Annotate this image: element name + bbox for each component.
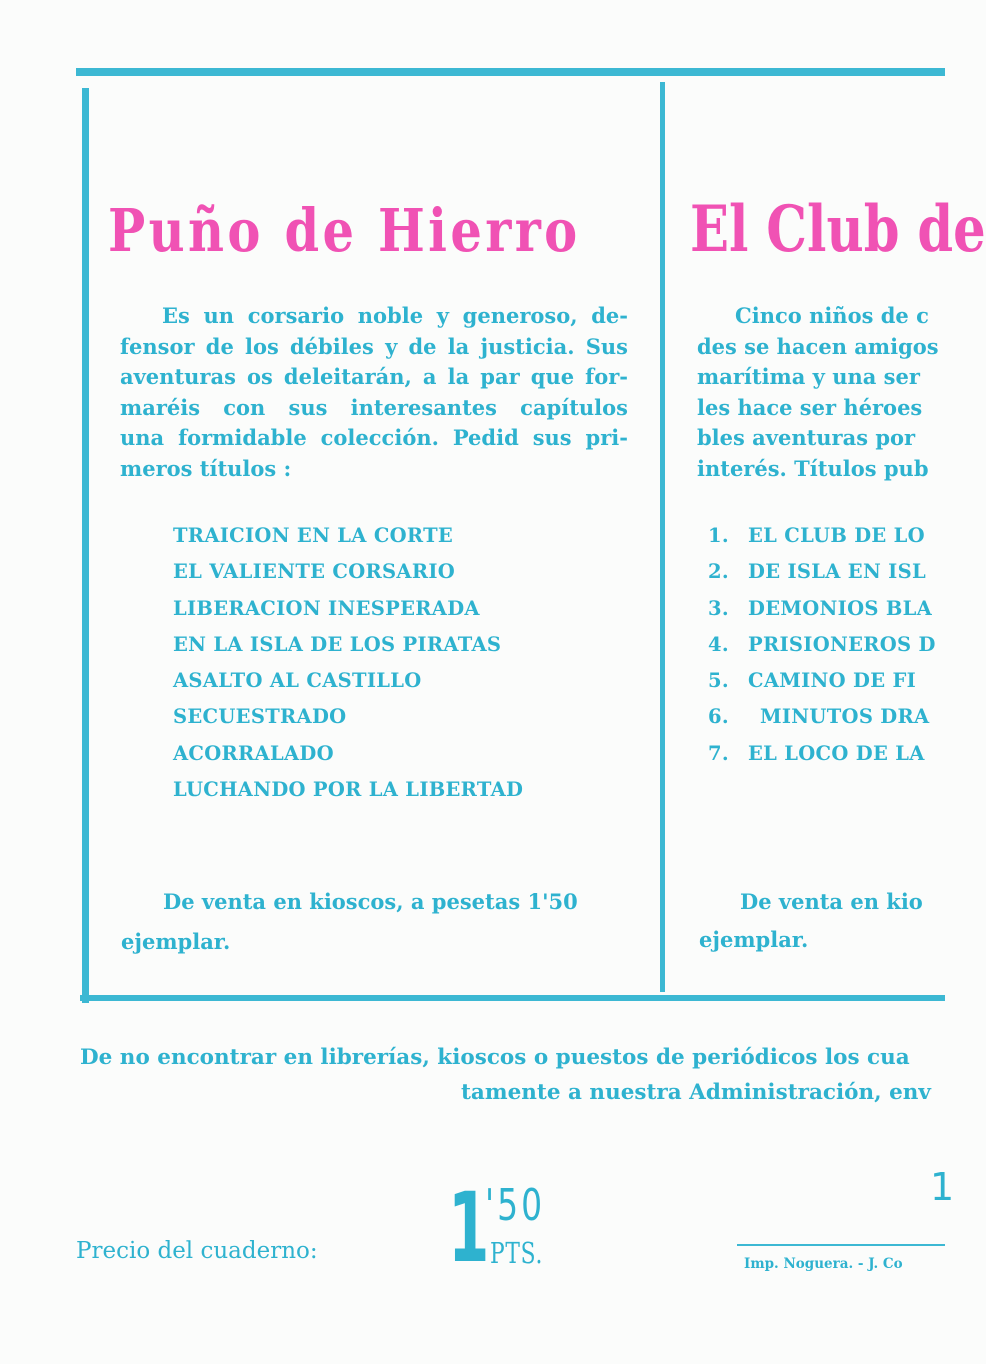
list-item: LUCHANDO POR LA LIBERTAD: [173, 778, 524, 802]
left-title-list: [173, 524, 523, 814]
right-panel-title: El Club de: [690, 192, 986, 267]
price-cents: '50: [485, 1180, 546, 1231]
list-item: [708, 633, 936, 669]
list-text: PRISIONEROS D: [748, 632, 936, 656]
list-item: [708, 560, 936, 596]
description-line: interés. Títulos pub: [697, 455, 929, 481]
price-integer: 1: [448, 1172, 490, 1284]
list-item: [708, 742, 936, 778]
description-line: aventuras os deleitarán, a la par que for-: [120, 364, 628, 389]
list-item: [708, 597, 936, 633]
list-text: DE ISLA EN ISL: [748, 560, 926, 584]
frame-divider: [660, 82, 665, 992]
footer-notice-line1: De no encontrar en librerías, kioscos o puestos de periódicos los cua: [80, 1045, 910, 1070]
list-text: DEMONIOS BLA: [748, 596, 933, 620]
list-number: 4.: [708, 632, 729, 656]
right-sale-line1: De venta en kio: [740, 889, 923, 914]
list-item: [708, 669, 936, 705]
description-line: Cinco niños de c: [735, 303, 929, 328]
list-item: [708, 705, 936, 741]
footer-notice-line2: tamente a nuestra Administración, env: [461, 1080, 931, 1105]
right-title-list: [708, 524, 936, 778]
description-line: Es un corsario noble y generoso, de-: [162, 303, 628, 328]
description-line: marítima y una ser: [697, 364, 920, 389]
left-sale-line1: De venta en kioscos, a pesetas 1'50: [163, 889, 578, 914]
list-item: ASALTO AL CASTILLO: [173, 669, 422, 693]
list-item: ACORRALADO: [173, 741, 334, 765]
list-number: 7.: [708, 741, 729, 765]
right-panel-description: [697, 301, 957, 484]
list-text: EL CLUB DE LO: [748, 524, 925, 547]
list-number: 5.: [708, 669, 729, 693]
description-line: bles aventuras por: [697, 425, 916, 450]
right-footer-number: 1: [930, 1165, 955, 1209]
list-text: EL LOCO DE LA: [748, 741, 925, 765]
list-item: SECUESTRADO: [173, 705, 347, 729]
list-item: EL VALIENTE CORSARIO: [173, 560, 456, 584]
list-number: 3.: [708, 596, 729, 620]
list-number: 1.: [708, 524, 729, 547]
description-line: meros títulos :: [120, 455, 292, 481]
frame-bottom-border: [80, 995, 945, 1001]
right-sale-line2: ejemplar.: [699, 927, 809, 952]
price-unit: PTS.: [490, 1236, 544, 1270]
left-panel-description: [120, 301, 628, 484]
list-text: MINUTOS DRA: [760, 705, 930, 729]
left-sale-line2: ejemplar.: [121, 929, 231, 954]
list-item: LIBERACION INESPERADA: [173, 596, 480, 620]
list-number: 2.: [708, 560, 729, 584]
description-line: una formidable colección. Pedid sus pri-: [120, 425, 628, 450]
frame-top-border: [76, 68, 945, 76]
list-number: 6.: [708, 705, 729, 729]
price-label: Precio del cuaderno:: [76, 1238, 318, 1264]
imprint-text: Imp. Noguera. - J. Co: [744, 1256, 903, 1272]
description-line: les hace ser héroes: [697, 394, 923, 420]
list-text: CAMINO DE FI: [748, 669, 917, 693]
description-line: fensor de los débiles y de la justicia. Sus: [120, 333, 628, 359]
description-line: maréis con sus interesantes capítulos: [120, 394, 628, 420]
list-item: TRAICION EN LA CORTE: [173, 524, 454, 547]
description-line: des se hacen amigos: [697, 333, 939, 359]
frame-left-border: [82, 88, 89, 1003]
list-item: EN LA ISLA DE LOS PIRATAS: [173, 632, 502, 656]
left-panel-title: Puño de Hierro: [108, 196, 581, 265]
list-item: [708, 524, 936, 560]
imprint-rule: [737, 1244, 945, 1246]
